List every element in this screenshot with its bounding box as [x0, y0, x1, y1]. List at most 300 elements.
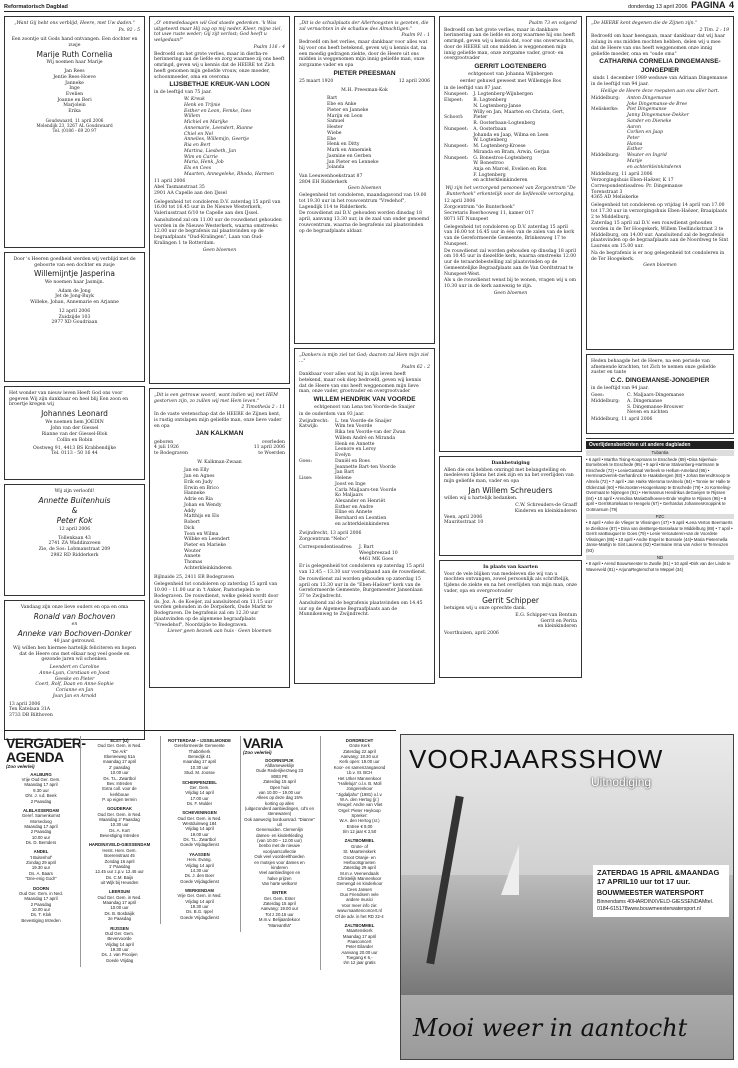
family-member: Eline en Annete [335, 510, 373, 516]
agenda-line: Maandag 17 april [342, 933, 377, 939]
address-line: Middelburg, 11 april 2006 [591, 172, 653, 178]
agenda-line: Ds. F. Mulder [186, 800, 213, 806]
agenda-line: Ds. A. Baars [29, 870, 53, 876]
family-member: Bart [327, 96, 338, 102]
agenda-line: 2 Paasdag [30, 798, 52, 804]
agenda-line: Ook veel voordeelthoeden [254, 854, 305, 860]
family-member: Joke Dingemanse-de Bree [627, 101, 688, 107]
agenda-line: Goede Vrijdagdienst [180, 842, 219, 848]
family-member: Johan en Wendy [184, 502, 222, 508]
family-member: A. Oosterbaan [473, 126, 507, 132]
obituary-preesman: „Dit is de schuilplaats der Allerhoogsten is gezeten, die zal vernachten in de schaduw des Almachtigen." Psalm 91 : 1 Bedroefd om het verlies, maar dankbaar voor alles wat hij voor ons heeft betekend, geven wij u kennis dat, na een moedig gedragen ziekte, door de Heere uit ons midden is weggenomen mijn innig geliefde man, onze zorgzame vader en opa PIETER PREESMAN 25 maart 1920 12 april 2006 M.H. Preesman-Kok Bart Ebe en Anke Pieter en Janneke Marijn en Leon Samuel Hester Wiebe Ebe Henk en Ditty Mark en Annemiek Jasmine en Gerben Jan Pieter en Lenneke Jolanda Van Leeuwenhoekstraat 87 2804 EH Ridderkerk Geen bloemen Gelegenheid tot condoleren, maandagavond van 19.00 tot 19.30 uur in het rouwcentrum "Vredehof", Lagendijk 114 te Ridderkerk. De rouwdienst zal D.V. gehouden worden dinsdag 18 april, aanvang 13.30 uur, in de zaal van onder genoemd rouwcentrum, waarna de begrafenis zal plaatsvinden op de begraafplaats aldaar. [294, 16, 435, 344]
agenda-col-1: VERGADER- AGENDA (Zoo velerlei) AALBURG Vrije Oud Ger. Gem. Maandag 17 april 9.30 uur Dhr. J. v.d. Beek 2 Paasdag ALBLASSERDAM Geref. Samenkomst Morsedoog Maandag 17 april 2 Paasdag 10.00 uur Ds. D. Bernders ANDEL 't Buitenhof' Zondag 29 april 19.30 uur Ds. A. Baars "Drie-enig God!" DOORN Oud Ger. Gem. in Ned. Maandag 17 april 2 Paasdag 10.00 uur Ds. T. Klok Bevestiging Intreden [6, 735, 86, 923]
address-line: Abel Tasmanstraat 35 [154, 185, 205, 191]
agenda-line: Vrijdag 14 april [185, 790, 214, 796]
agenda-entry [163, 810, 236, 848]
ad-address-line: HARDINXVELD-GIESSENDAM [633, 899, 707, 905]
address-line: 4365 AD Meliskerke [591, 195, 639, 201]
agenda-line: 2' paasdag [109, 764, 130, 770]
address-line: 13 april 2006 [9, 701, 41, 707]
agenda-line: andere musici [346, 897, 373, 903]
family-member: Joan Jan en Arnold [52, 693, 97, 699]
family-member: Jet de Jong-Buyk [55, 294, 94, 300]
ad-date-line: MAANDAG 17 APRIL [597, 868, 720, 886]
family-member: Erwin en Brico [184, 485, 219, 491]
agenda-line: W.A. den Hertog (jr.) [340, 796, 379, 802]
agenda-line: t/m 12 jaar gratis [343, 960, 376, 966]
agenda-entry [323, 838, 396, 918]
agenda-line: St. Maartenskerk [343, 849, 376, 855]
agenda-line: Christelijk Mannenkoor [337, 875, 382, 881]
agenda-entry [163, 888, 236, 920]
agenda-line: t.b.v. St. BCH [346, 770, 373, 776]
family-member: Aaron [627, 124, 641, 130]
place-label: Middelburg: [591, 398, 620, 404]
family-member: Wilbke en Leendert [184, 537, 230, 543]
place-label: Elspeet: [444, 98, 463, 104]
agenda-line: Voor meer info zie: [341, 902, 378, 908]
agenda-line: Oud Ger. Gem. in Ned. [97, 811, 142, 817]
address-line: Ten Katelaan 31A [9, 707, 51, 713]
family-member: C.W. Schreuders-de Graaff [515, 503, 577, 509]
agenda-line: Ds. T. Klok [30, 912, 52, 918]
family-member: Anton Dingemanse [627, 95, 672, 101]
family-member: R. Oosterbaan-Logtenberg [473, 121, 536, 127]
family-member: Willem André en Miranda [335, 435, 396, 441]
agenda-place: YAASSEN [189, 851, 210, 857]
obituary-line: Dina Nijenhuis-Bornebroek te Enschede (95) • 9 april • [586, 456, 718, 468]
address-line: 3733 DB Bilthoven [9, 713, 53, 719]
agenda-line: Benedijk 41 [188, 754, 211, 760]
agenda-line: korting op alles [265, 800, 294, 806]
agenda-line: 17.00 uur [190, 795, 209, 801]
family-member: M. Logtenberg-Kroese [473, 144, 526, 150]
agenda-line: Ds. J. van Prooijen [101, 952, 138, 958]
family-member: Anne-Lyan, Corstiaan en Joost [39, 670, 110, 676]
agenda-line: maandag 17 april [182, 759, 217, 765]
agenda-line: Goede Vrijdagdienst [180, 914, 219, 920]
birth-notice-johannes: Het wonder van nieuw leven Heeft God ons voor gegeven Wij zijn dankbaar en heel blij Een zoon en broertje kregen wij Johannes Leonard We noemen hem JOEDIN John van der Giessel Rianne van der Giessel-Blok Collin en Robin Oostweg 91, 4413 BS Krabbendijke Tel. 0113 - 50 16 44 [4, 386, 145, 480]
agenda-line: Genemuiden. Clemenlijn [255, 827, 304, 833]
family-member: Esther en Andre [335, 504, 374, 510]
family-member: Toon en Wilma [184, 531, 219, 537]
family-member: Gerrit en Perita [540, 618, 577, 624]
family-member: Sander en Dieneke [627, 118, 672, 124]
agenda-line: Ds. B. Bosbaijik [104, 910, 135, 916]
agenda-line: 2e Paasdag [108, 916, 131, 922]
column-5 [586, 16, 734, 572]
family-member: Daniël en Boes [335, 458, 370, 464]
ad-address-line: www.bouwmeesterwatersport.nl [627, 905, 701, 912]
agenda-line: 19.30 uur [31, 865, 51, 871]
family-member: Adrie en Ria [184, 497, 213, 503]
family-member: S. Dingemanse-Brouwer [627, 404, 684, 410]
deceased-name: JAN KALKMAN [195, 430, 244, 438]
agenda-line: Oude Rederijkerzweg 23 [255, 768, 304, 774]
family-member: Inge [69, 86, 80, 92]
agenda-line: kinderen [271, 864, 288, 870]
agenda-line: 10.30 uur [190, 764, 209, 770]
agenda-line: Jongerenkoor [346, 786, 373, 792]
ad-tagline: Mooi weer in aantocht [413, 1014, 688, 1042]
agenda-line: van 10.00 – 19.00 uur [258, 789, 301, 795]
family-member: Maarten, Annegeleke, Rhoda, Harmen [184, 171, 274, 177]
agenda-line: Aanvang 20.00 uur [341, 949, 378, 955]
family-member: Evelien [65, 91, 84, 97]
address-line: Torenstraat 3 [591, 189, 623, 195]
agenda-line: Oud Ger. Gem. in Ned. [177, 815, 222, 821]
agenda-place: ZALTBOMMEL [344, 922, 375, 928]
agenda-line: Boerenstraat 45 [104, 853, 135, 859]
agenda-line: Cees Jansen [346, 886, 373, 892]
family-member: en achterkleinkinderen [473, 178, 528, 184]
family-member: Henk en Trijnie [184, 102, 221, 108]
place-label: Nunspeet: [444, 92, 469, 98]
agenda-place: ANDEL [33, 849, 49, 855]
agenda-line: Ds. C.M. Baijs [105, 874, 134, 880]
agenda-place: AALBURG [30, 771, 52, 777]
agenda-place: ZALTBOMMEL [344, 838, 375, 844]
family-member: B. Logtenberg [473, 98, 507, 104]
agenda-entry [6, 772, 76, 804]
address-line: Goudswaard, 11 april 2006 [45, 117, 104, 123]
family-member: Annelies, Willemijn, Geertje [184, 137, 250, 143]
child-name: Willemijntje Jasperina [34, 269, 115, 279]
family-member: Piet Dingemanse [627, 107, 667, 113]
agenda-line: Gereformeerde Gemeente [174, 743, 225, 749]
agenda-line: Ger. Gem. Enter [263, 895, 296, 901]
obituary-ten-voorde: „Dankers is mijn ziel tot God; daarom zal Hem mijn ziel ..." Psalm 62 : 2 Dankbaar voor alles wat hij in zijn leven heeft betekend, maar ook diep bedroefd, geven wij kennis dat de Heere van ons heeft weggenomen mijn lieve man, onze vader, grootvader en overgrootvader WILLEM HENDRIK VAN VOORDE echtgenoot van Lena ten Voorde-de Snaijer in de ouderdom van 93 jaar. Zwijndrecht: Katwijk: Goes: Lisse: L. ten Voorde-de Snaijer Wim ten Voorde Rika ten Voorde-van der Zwan Willem André en Miranda Henk en Annette Leonore en Leroy Evelyn Daniël en Boes Jeannette Bart-ten Voorde Jan Bart Helene Joost en Inge Carla Maljaars-ten Voorde Ko Maljaars Alexander en Henriët Esther en Andre Eline en Annete Bernhard en Leontien en achterkleinkinderen Zwijndrecht, 13 april 2006 Zorgcentrum "Nebo" Correspondentieadres: J. Bart Weegbreezad 10 4461 MK Goes Er is gelegenheid tot condoleren op zaterdag 15 april van 12.45 – 13.30 uur voorafgaand aan de rouwdienst. De rouwdienst zal worden gehouden op zaterdag 15 april om 13.30 uur in de "Eben-Haëzer" kerk van de Gereformeerde Gemeente, Burgemeester Jansenlaan 37 te Zwijndrecht. Aansluitend zal de begrafenis plaatsvinden om 14.45 uur op de Algemene Begraafplaats aan de Munnikenweg te Zwijndrecht. [294, 348, 435, 684]
agenda-line: Ds. D. Bernders [25, 840, 57, 846]
obituary-kalkman: „Dit is een getrouw woord, want indien wij met HEM gestorven zijn, zo zullen wij met Hem leven." 2 Timotheüs 2 : 11 In de vaste wetenschap dat de HEERE de Zijnen kent, is rustig ontslapen mijn geliefde man, onze lieve vader en opa JAN KALKMAN geboren 4 juli 1926 te Bodegraven overleden 11 april 2006 te Woerden W. Kalkman-Zwaan Jan en Elly Jan en Agnes Erik en Judy Erwin en Brico Hanneke Adrie en Ria Johan en Wendy Addy Matthijs en Els Robert Dick Toon en Wilma Wilbke en Leendert Pieter en Marieke Wouter Annete Thomas Achterkleinkinderen Bijlnaide 25, 2411 EB Bodegraven Gelegenheid tot condoleren op zaterdag 15 april van 10.00 – 11.00 uur in 't Anker, Pastorieplein te Bodegraven. De rouwdienst, welke geleid wordt door ds. Joz. A. de Koeijer, zal aansluitend om 11.15 uur worden gehouden in de Dorpskerk, Oude Markt te Bodegraven. De begrafenis zal om 12.30 uur plaatsvinden op de algemene begraafplaats "Vreedehof", Noordzijde te Bodegraven. Liever geen bezoek aan huis · Geen bloemen [149, 388, 290, 688]
address-line: 2982 RD Ridderkerk [50, 552, 99, 558]
agenda-entry [163, 780, 236, 807]
address-line: Van Leeuwenhoekstraat 87 [299, 174, 363, 180]
obituary-line: Berge-Bosselaar te Middelburg (88) • 7 april • Gerrit van [586, 525, 733, 537]
agenda-line: Grote Kerk [349, 743, 370, 749]
deceased-name: C.C. DINGEMANSE-JONGEPIER [610, 377, 710, 385]
family-member: Evelyn [335, 453, 351, 459]
agenda-line: Vrijdag 14 april [105, 941, 134, 947]
agenda-place: DOORNSPIJK [265, 757, 294, 763]
agenda-line: Toegang € 6,- [346, 955, 373, 961]
family-member: Esther [627, 147, 643, 153]
agenda-line: Westduinweg 184 [182, 821, 217, 827]
deceased-name: GERRIT LOGTENBERG [474, 63, 547, 71]
agenda-line: Vrije Oud Ger. Gem. [21, 777, 61, 783]
agenda-place: SCHERPENZEEL [182, 779, 217, 785]
agenda-entry [6, 808, 76, 846]
agenda-line: Geref. Samenkomst [21, 813, 61, 819]
address-line: Veen, april 2006 [444, 514, 483, 520]
place-label: Zwijndrecht: [299, 418, 329, 424]
agenda-entry [6, 886, 76, 924]
agenda-line: Ekeneeweg 51a [104, 754, 135, 760]
address-line: Zie, de Sos: Lobmanstraat 209 [38, 547, 111, 553]
agenda-line: Ds. A. Kort [109, 827, 130, 833]
agenda-line: t/m 12 jaar € 2,50 [342, 829, 377, 835]
agenda-line: 14.30 uur [190, 867, 209, 873]
family-member: Ebe [327, 136, 337, 142]
obituary-line: Knoop te Almelo (72) • 7 april • Jan Harke Wiersma te [586, 473, 731, 485]
agenda-line: maandag 17 april [102, 759, 137, 765]
agenda-line: Goede Vrijdag [105, 957, 134, 963]
family-member: Rianne van der Giessel-Blok [41, 432, 108, 438]
family-member: Jan en Elly [184, 468, 210, 474]
family-member: Anja en Marcel, Evelien en Ron [473, 167, 547, 173]
place-label: Nunspeet: [444, 126, 469, 132]
family-member: Peter [627, 136, 640, 141]
family-member: Thomas [184, 560, 203, 566]
ad-date-line: 10 uur tot 17 uur. [629, 876, 691, 886]
column-1 [4, 16, 145, 744]
family-member: Collin en Robin [56, 437, 93, 443]
agenda-line: 10.30 uur [110, 822, 129, 828]
agenda-line: Bevervoorde [107, 936, 132, 942]
agenda-line: "Drie-enig God!" [25, 876, 57, 882]
place-label: Lisse: [299, 476, 313, 482]
obituary-logtenberg: Psalm 73 en volgend Bedroefd om het grote verlies, maar in dankbare herinnering aan de liefde en zorg waarmee hij ons heeft omringd, geven wij u kennis dat, voor ons onverwachts, door de HEERE uit ons midden is weggenomen mijn innig geliefde man, onze zorgzame vader, groot- en overgrootvader GERRIT LOGTENBERG echtgenoot van Johanna Wijnbergen eerder gehuwd geweest met Willempje Bos in de leeftijd van 87 jaar. Nunspeet: Elspeet: Schoorl: Nunspeet: Nunspeet: Nunspeet: J. Logtenberg-Wijnbergen B. Logtenberg N. Logtenberg-Janse Willy en Jan, Maarten en Christa, Gert, Pieter R. Oosterbaan-Logtenberg A. Oosterbaan Johanda en Jaap, Wilma en Leen W. Logtenberg M. Logtenberg-Kroese Miranda en Bram, Arwin, Gerjan G. Bonestroo-Logtenberg W. Bonestroo Anja en Marcel, Evelien en Ron F. Logtenberg en achterkleinkinderen Wij zijn het verzorgend personeel van Zorgcentrum "De Bunterhoek" erkentelijk voor de liefdevolle verzorging. 12 april 2006 Zorgcentrum "de Bunterhoek" Secretaris Boerhooweg 11, kamer 017 8071 HT Nunspeet Gelegenheid tot condoleren op D.V. zaterdag 15 april van 16.00 tot 16.45 uur in één van de zalen van de kerk van de Gereformeerde Gemeente, Brinkenweg 17 te Nunspeet. De rouwdienst zal worden gehouden op dinsdag 18 april om 10.45 uur in diezelfde kerk, waarna omstreeks 12.00 uur de teraardebestelling zal plaatsvinden op de Gemeentelijke Begraafplaats aan de Van Oordtstraat te Nunspeet-West. Als u de rouwdienst wenst bij te wonen, vragen wij u om 10.30 uur in de kerk aanwezig te zijn. Geen bloemen [439, 16, 582, 452]
agenda-line: 19.30 uur [110, 946, 129, 952]
agenda-line: 10.00 uur [31, 834, 51, 840]
address-line: 12 april 2006 [58, 308, 91, 314]
agenda-place: SCHEVENINGEN [182, 810, 217, 816]
family-member: Erik en Judy [184, 479, 213, 485]
family-member: G. Bonestroo-Logtenberg [473, 155, 533, 161]
family-member: Miranda en Bram, Arwin, Gerjan [473, 149, 550, 155]
agenda-line: Vrijdag 14 april [185, 826, 214, 832]
agenda-line: Gemengd en kinderkoor [336, 881, 383, 887]
family-member: F. Logtenberg [473, 172, 506, 178]
page-header [4, 2, 734, 12]
agenda-line: Vrijdag 14 april [185, 862, 214, 868]
agenda-place: DOORN [33, 885, 49, 891]
family-member: Hester [327, 125, 343, 131]
agenda-line: Maandag 17 april [24, 823, 58, 829]
agenda-line: Stud. M. Joosse [184, 770, 215, 776]
agenda-line: P. op eigen terrein [102, 796, 137, 802]
agenda-line: Zaterdag 22 april [343, 748, 376, 754]
address-line: Zuidzijde 103 [58, 314, 91, 320]
family-member: Jan Rees [64, 69, 85, 75]
family-member: Wim en Carrie [184, 154, 218, 160]
family-member: Jan Pieter en Lenneke [327, 159, 379, 165]
family-member: Mark en Annemiek [327, 148, 372, 154]
family-member: Adam de Jong [58, 288, 91, 294]
obituary-line: te Vlissingen (85) • 10 april • Andre Engel te Borssele (44) [586, 531, 718, 542]
address-line: Tollenkaan 43 [58, 535, 91, 541]
family-member: Hanneke [184, 491, 205, 497]
agenda-line: Duo Friendsem vele [340, 892, 379, 898]
family-member: Ria en Bert [184, 143, 211, 149]
family-member: Coert, Rolf, Daan en Anne-Sophie [35, 682, 114, 688]
agenda-line: Paasconcert [347, 938, 372, 944]
family-member: Johanda en Jaap, Wilma en Leen [473, 132, 549, 138]
family-member: Henk en Ditty [327, 142, 360, 148]
address-line: J. Bart [359, 545, 374, 551]
family-member: Kinderen en kleinkinderen [514, 508, 577, 514]
family-member: Maria, Henk, Job [184, 160, 224, 166]
family-member: Jolanda [327, 165, 345, 171]
agenda-line: Groot Oranje- en [343, 854, 376, 860]
agenda-line: kerkbouw [110, 791, 129, 797]
obituary-line: Goeijen te Rijssen (84) • 10 april • Arendina Maria [586, 490, 726, 501]
agenda-line: "De Ark" [111, 748, 128, 754]
agenda-line: Vrije Ger. Gem. in Ned. [177, 893, 222, 899]
address-line: Verzorgingshuis Eben-Haëzer, K 17 [591, 178, 674, 184]
family-member: Neven en nichten [627, 410, 669, 416]
family-member: Pieter en Marieke [184, 543, 226, 549]
family-member: C. Maljaars-Dingemanse [627, 393, 685, 399]
family-member: W. Logtenberg [473, 138, 508, 144]
agenda-entry [83, 842, 156, 885]
agenda-line: Zondag 16 april [104, 858, 135, 864]
ad-address-line: tel. 0184-615178 [597, 899, 714, 912]
agenda-place: GOUDERAK [106, 806, 133, 812]
agenda-line: Oud Ger. Gem. in Ned. [19, 890, 63, 896]
column-4 [439, 16, 582, 682]
agenda-line: Peter Eilander [345, 944, 374, 950]
agenda-line: 10.00 uur [110, 770, 129, 776]
family-member: Leendert en Caroline [49, 665, 100, 671]
engagement-notice: Wij zijn verloofd! Annette Buitenhuis & Peter Kok 12 april 2006 Tollenkaan 43 2741 ZA Waddinxveen Zie, de Sos: Lobmanstraat 209 2982 RD Ridderkerk [4, 484, 145, 596]
obituary-line: Joosten-Hoogenkamp te Enschede (79) • Jo Kormeling- [624, 484, 731, 490]
family-member: Esther en Leon, Femke, Ineo [184, 108, 252, 114]
agenda-col-5 [320, 736, 398, 970]
obituary-line: Almelo (84) • Tonnie ter Halle te Oldenzaal (60) • Rie [586, 479, 731, 490]
family-member: Marjolein [63, 103, 86, 109]
agenda-place: ROTTERDAM – IJSSELMONDE [167, 738, 232, 743]
family-member: Erika [68, 109, 81, 115]
agenda-line: 19.30 uur [190, 904, 209, 910]
family-member: Bernhard en Leontien [335, 516, 387, 522]
family-member: Achterkleinkinderen [184, 565, 232, 571]
agenda-line: 1' Paasdag [108, 863, 131, 869]
family-member: Janny Dingemanse-Dekker [627, 113, 689, 119]
agenda-line: Maandag 17 april [24, 782, 58, 788]
agenda-line: Open huis [269, 784, 290, 790]
agenda-line: Herv. Evang. [187, 857, 212, 863]
family-member: J. Logtenberg-Wijnbergen [473, 92, 533, 98]
birth-notice-jasmijn: Door 's Heeren goedheid werden wij verblijd met de geboorte van een dochter en zusje Willemijntje Jasperina We noemen haar Jasmijn. Adam de Jong Jet de Jong-Buyk Willeke, Johan, Annemarie en Arjanne 12 april 2006 Zuidzijde 103 2977 XD Goudriaan [4, 252, 145, 382]
agenda-place: ALBLASSERDAM [22, 807, 60, 813]
agenda-line: "Jigdaljahu" (1981) o.l.v. [336, 791, 383, 797]
family-member: Dick [184, 525, 195, 531]
family-member: Hanna [627, 141, 643, 147]
family-member: Jasmine en Gerben [327, 153, 372, 159]
agenda-line: Bevestiging Intreden [99, 833, 140, 839]
agenda-col-4: VARIA (Zoo velerlei) DOORNSPIJK Afdlamewieklijn Oude Rederijkerzweg 23 8083 PE Zaterdag 15 april Open huis van 10.00 – 19.00 uur Allees op deze dag 15% korting op alles (uitgezonderd aanbiedingen, cd's en stenewaren) Ook aanwezig borduursrad. "Dianne" uit Genemuiden. Clemenlijn dames- en kinderkleding (van 10.00 – 12.00 uur) benbo met de nieuwe voorjaarscollectie Ook veel voordeelthoeden en mutsjes voor dames en kinderen Veel aanbiedingen en halve prijzen Van harte welkom! ENTER Ger. Gem. Enter Zaterdag 15 april Aanvang: 19.00 uur Tot z 20.15 uur M.m.v. Belijaardekoor "Mareanthä" [240, 736, 318, 932]
address-line: 2977 XD Goudriaan [51, 320, 98, 326]
agenda-line: Ger. Gem. [189, 784, 210, 790]
agenda-place: ELST (U) [110, 738, 129, 743]
family-member: en kleinkinderen [537, 624, 577, 630]
family-member: John van der Giessel [50, 426, 99, 432]
address-line: Secretaris Boerhooweg 11, kamer 017 [444, 211, 534, 217]
obituary-kreuk: „O' onmededaagen wil God staede gedenken. 'k Was uitgeteerd maar Hij zag op mij neder. Kleer, mijne ziel, tot uwe ruste weder; Gij zijt verlost; God heeft u welgedaan!" Psalm 116 : 4 Bedroefd om het grote verlies, maar in dierba-re herinnering aan de liefde en zorg waarmee zij ons heeft omringd, geven wij u kennis dat de HEERE tot Zich heeft genomen mijn geliefde vrouw, onze moeder, schoonmoeder, oma en overoma LIJSBETHJE KREUK-VAN LOON in de leeftijd van 75 jaar. W. Kreuk Henk en Trijnie Esther en Leon, Femke, Ineo Willem Michiel en Marijke Annemarie, Leendert, Rianne Chiel en Nel Annelies, Willemijn, Geertje Ria en Bert Martina, Liesbeth, Jan Wim en Carrie Maria, Henk, Job Els en Cees Maarten, Annegeleke, Rhoda, Harmen 11 april 2006 Abel Tasmanstraat 35 2901 AA Capelle aan den IJssel Gelegenheid tot condoleren D.V. zaterdag 15 april van 16.00 tot 16.45 uur in De Nieuwe Westerkerk, Valeriusstraat 6/10 te Capelle aan den IJssel. Aansluitend zal om 11.00 uur de rouwdienst gehouden worden in de Nieuwe Westerkerk, waarna omstreeks 12.00 uur de begrafenis zal plaatsvinden op de begraafplaats "Oud-Kralingen", Laan van Oud-Kralingen 1 te Rotterdam. Geen bloemen [149, 16, 290, 384]
obituary-line: Dalhoeven-Ende Veghte te Rijssen (95) • 8 april • Gerrit [586, 495, 727, 507]
address-line: Weegbreezad 10 [359, 550, 398, 556]
family-member: A. Dingemanse [627, 398, 663, 404]
family-member: L. ten Voorde-de Snaijer [335, 418, 392, 424]
agenda-line: 2 Paasdag [30, 901, 52, 907]
family-member: Janneke [65, 80, 84, 86]
deceased-name: LIJSBETHJE KREUK-VAN LOON [169, 81, 270, 89]
family-member: Carla Maljaars-ten Voorde [335, 487, 397, 493]
family-member: Jan en Agnes [184, 474, 215, 480]
agenda-line: M.m.v. Veenendaals [340, 870, 379, 876]
agenda-line: (van 10.00 – 12.00 uur) [257, 838, 302, 844]
family-member: en achterkleinkinderen [335, 521, 390, 527]
agenda-line: Goede Vrijdagdienst [180, 878, 219, 884]
obituary-line: Regterschot te Meppel (34) [631, 566, 684, 572]
agenda-entry [243, 758, 316, 887]
family-member: Els en Cees [184, 166, 212, 172]
agenda-line: Grote- of [351, 843, 368, 849]
agenda-line: 9.30 uur [33, 787, 49, 793]
address-line: Tel. 0113 - 50 16 44 [51, 451, 98, 457]
agenda-line: Thabörkerk [188, 748, 211, 754]
agenda-line: Ds. T.L. Zwartbol [183, 837, 216, 843]
obituary-line: Overink-Gerhardinck te Haaksbergen (93) • Johan Berend [602, 473, 713, 479]
agenda-line: Orgel: Pieter Heykoop [338, 807, 381, 813]
family-member: Geeske en Pieter [54, 676, 95, 682]
agenda-line: Koor- en samenzangavond [333, 764, 386, 770]
family-member: Alexander en Henriët [335, 499, 386, 505]
family-member: Pieter en Janneke [327, 107, 369, 113]
family-member: Helene [335, 476, 352, 482]
thanks-notice-schipper: In plaats van kaarten Voor de vele blijken van medeleven die wij van u mochten ontvangen, zowel persoonlijk als schriftelijk, tijdens de ziekte en na het overlijden van mijn man, onze vader, opa en overgrootvader Gerrit Schipper betuigen wij u onze oprechte dank. E.G. Schipper-van Bentum Gerrit en Perita en kleinkinderen Voorthuizen, april 2006 [439, 560, 582, 678]
agenda-line: Oud Ger. Gem. in Ned. [97, 894, 142, 900]
family-member: Wim ten Voorde [335, 424, 373, 430]
address-line: Mauritsstraat 10 [444, 520, 484, 526]
address-line: Oostweg 91, 4413 BS Krabbendijke [33, 445, 116, 451]
agenda-entry [83, 889, 156, 921]
place-label: Meliskerke: [591, 107, 619, 113]
family-member: en achterkleinkinderen [627, 164, 682, 170]
agenda-line: Vleugel: Andre van Vliet [336, 802, 383, 808]
obituary-line: Bouguet te Goes (79) • Lenie Vercauteren-van de Voorde [604, 531, 714, 537]
family-member: Marijn en Leon [327, 113, 363, 119]
agenda-line: 19.00 uur [190, 831, 209, 837]
agenda-line: 12.45 uur z.p.v. 12.45 uur [95, 869, 144, 875]
agenda-line: Maandag 17 april [102, 900, 137, 906]
family-member: Willem [184, 114, 201, 120]
agenda-line: 10.00 uur [110, 905, 129, 911]
agenda-title: VERGADER- [6, 735, 86, 751]
agenda-line: Zaterdag 15 april [263, 779, 296, 785]
family-member: Henk en Annette [335, 441, 375, 447]
family-member: Jeannette Bart-ten Voorde [335, 464, 396, 470]
agenda-line: en mutsjes voor dames en [254, 859, 305, 865]
deceased-name: WILLEM HENDRIK VAN VOORDE [313, 396, 416, 404]
agenda-line: Morsedoog [30, 818, 52, 824]
place-label: Nunspeet: [444, 155, 469, 161]
agenda-line: Ook aanwezig borduursrad. "Dianne" uit [244, 816, 315, 828]
family-member: Robert [184, 520, 200, 526]
agenda-line: halve prijzen [267, 875, 292, 881]
agenda-line: Zaterdag 15 april [263, 901, 296, 907]
agenda-line: Of de adv. in het RD 22-4 [335, 913, 384, 919]
agenda-line: Extra coll. voor de [102, 786, 137, 792]
family-member: Willy en Jan, Maarten en Christa, Gert, Pieter [473, 109, 565, 121]
anniversary-notice: Vandaag zijn onze lieve ouders en opa en oma Ronald van Bochoven en Anneke van Bochoven-Donker 40 jaar getrouwd. Wij willen hen hiermee hartelijk feliciteren en hopen dat de Heere ons met elkaar nog veel goede en gezonde jaren wil schenken. Leendert en Caroline Anne-Lyan, Corstiaan en Joost Geeske en Pieter Coert, Rolf, Daan en Anne-Sophie Corianne en Jan Joan Jan en Arnold 13 april 2006 Ten Katelaan 31A 3733 DB Bilthoven [4, 600, 145, 740]
address-line: 11 april 2006 [154, 179, 186, 185]
agenda-entry [323, 923, 396, 966]
family-member: Corianne en Jan [55, 688, 94, 694]
family-member: Rika ten Voorde-van der Zwan [335, 430, 406, 436]
agenda-place: HARDINXVELD-GIESSENDAM [88, 842, 151, 848]
